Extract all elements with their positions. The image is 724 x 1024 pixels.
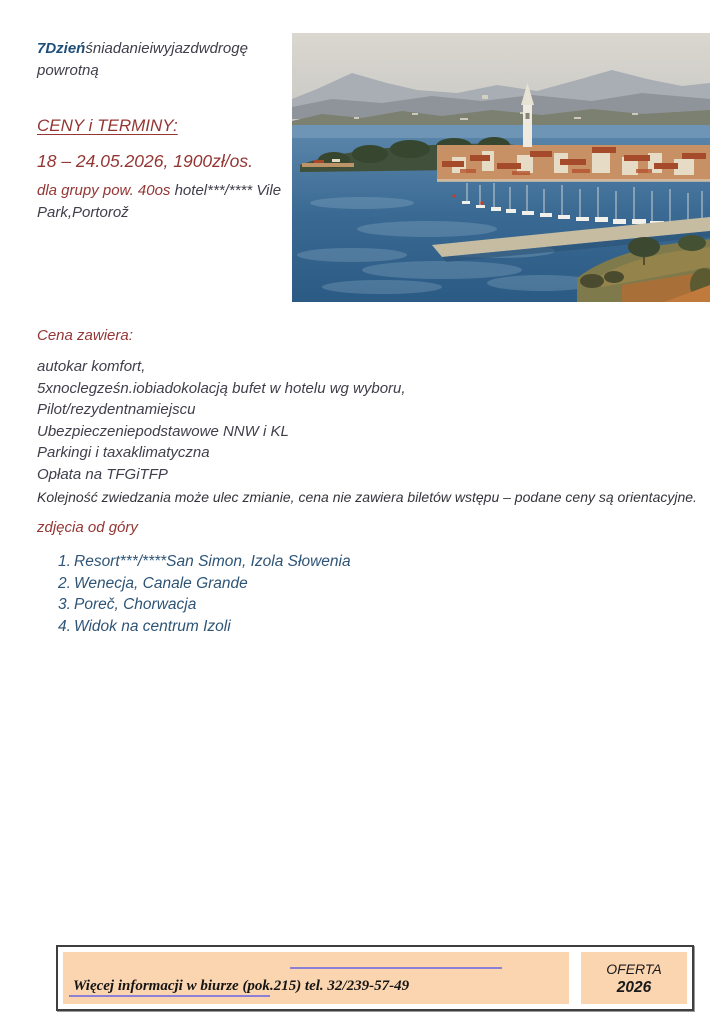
photos-heading: zdjęcia od góry bbox=[37, 519, 138, 536]
includes-list bbox=[37, 356, 457, 485]
contact-info bbox=[69, 978, 409, 995]
day-description: śniadanieiwyjazdwdrogę powrotną bbox=[37, 40, 248, 79]
disclaimer-note: Kolejność zwiedzania może ulec zmianie, cena nie zawiera biletów wstępu – podane ceny są orientacyjne. bbox=[37, 489, 697, 505]
item-text: Widok na centrum Izoli bbox=[74, 617, 231, 635]
item-text: Poreč, Chorwacja bbox=[74, 596, 197, 614]
offer-badge bbox=[581, 952, 687, 1004]
item-text: Resort***/****San Simon, Izola Słowenia bbox=[74, 553, 351, 570]
contact-info-rest: .215) tel. 32/239-57-49 bbox=[269, 978, 410, 994]
contact-info-underlined: Więcej informacji w biurze (pok bbox=[69, 978, 270, 997]
offer-label: OFERTA bbox=[606, 960, 662, 977]
day-header bbox=[37, 38, 299, 82]
offer-year: 2026 bbox=[616, 978, 652, 996]
footer-main-cell bbox=[63, 952, 569, 1004]
photo-list-item bbox=[58, 551, 351, 573]
day-number: 7Dzień bbox=[37, 40, 86, 57]
hotel-name: hotel***/**** Vile Park,Portorož bbox=[37, 182, 282, 221]
group-size: dla grupy pow. 40os bbox=[37, 182, 175, 199]
photo-list-item bbox=[58, 594, 351, 616]
izola-coast-photo bbox=[292, 33, 710, 302]
photos-list bbox=[58, 551, 351, 637]
photo-sky bbox=[292, 33, 710, 130]
item-number: 1. bbox=[58, 553, 71, 570]
blank-fill-line bbox=[290, 967, 502, 969]
prices-heading: CENY i TERMINY: bbox=[37, 116, 178, 135]
item-number: 4. bbox=[58, 617, 71, 635]
group-info bbox=[37, 180, 295, 224]
include-item: Pilot/rezydentnamiejscu bbox=[37, 401, 196, 418]
include-item: autokar komfort, bbox=[37, 358, 146, 375]
photo-list-item bbox=[58, 573, 351, 595]
footer-info-box bbox=[56, 945, 694, 1011]
date-price: 18 – 24.05.2026, 1900zł/os. bbox=[37, 151, 254, 171]
include-item: Opłata na TFGiTFP bbox=[37, 465, 168, 483]
include-item: 5xnoclegześn.iobiadokolacją bufet w hotelu wg wyboru, bbox=[37, 379, 406, 397]
photo-list-item bbox=[58, 616, 351, 638]
include-item: Ubezpieczeniepodstawowe NNW i KL bbox=[37, 422, 289, 440]
include-item: Parkingi i taxaklimatyczna bbox=[37, 444, 210, 461]
item-text: Wenecja, Canale Grande bbox=[74, 574, 248, 592]
item-number: 2. bbox=[58, 574, 71, 592]
includes-heading: Cena zawiera: bbox=[37, 327, 133, 344]
item-number: 3. bbox=[58, 596, 71, 614]
